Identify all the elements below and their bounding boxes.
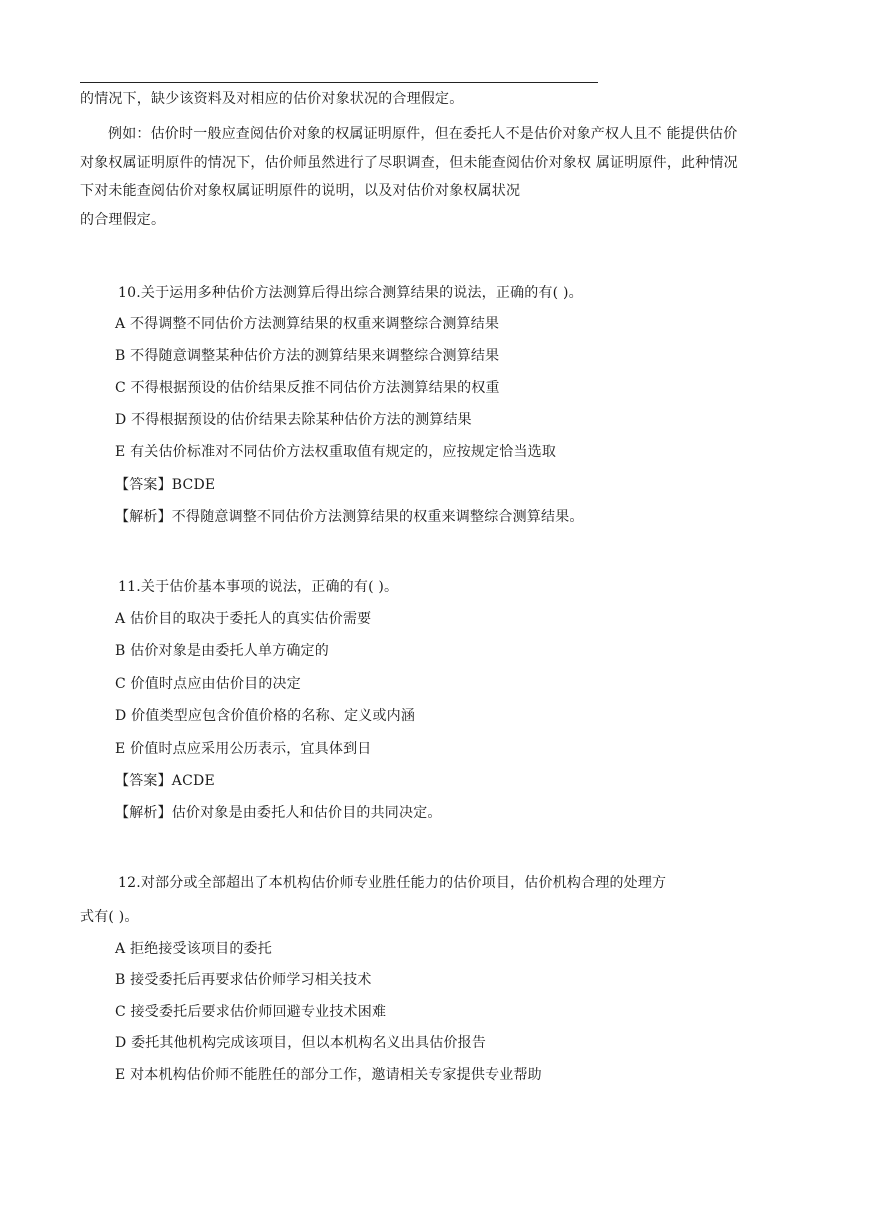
q12-option-d: D 委托其他机构完成该项目，但以本机构名义出具估价报告 (115, 1035, 487, 1051)
q11-answer: 【答案】ACDE (115, 773, 215, 789)
q12-option-e: E 对本机构估价师不能胜任的部分工作，邀请相关专家提供专业帮助 (115, 1067, 542, 1083)
q10-stem: 10.关于运用多种估价方法测算后得出综合测算结果的说法，正确的有( )。 (118, 285, 583, 301)
q12-stem-line-1: 12.对部分或全部超出了本机构估价师专业胜任能力的估价项目，估价机构合理的处理方 (118, 875, 667, 891)
header-rule (80, 82, 598, 83)
q11-option-c: C 价值时点应由估价目的决定 (115, 676, 301, 692)
q10-option-c: C 不得根据预设的估价结果反推不同估价方法测算结果的权重 (115, 380, 500, 396)
intro-line-2: 例如：估价时一般应查阅估价对象的权属证明原件，但在委托人不是估价对象产权人且不 能提供估价 (108, 126, 738, 142)
q11-analysis: 【解析】估价对象是由委托人和估价目的共同决定。 (115, 805, 442, 821)
q11-stem: 11.关于估价基本事项的说法，正确的有( )。 (118, 579, 399, 595)
intro-line-4: 下对未能查阅估价对象权属证明原件的说明，以及对估价对象权属状况 (80, 183, 521, 199)
intro-line-5: 的合理假定。 (80, 212, 166, 228)
q10-analysis: 【解析】不得随意调整不同估价方法测算结果的权重来调整综合测算结果。 (115, 509, 584, 525)
intro-line-3: 对象权属证明原件的情况下，估价师虽然进行了尽职调查，但未能查阅估价对象权 属证明原件，此种情况 (80, 155, 738, 171)
q11-option-a: A 估价目的取决于委托人的真实估价需要 (115, 611, 372, 627)
q11-option-e: E 价值时点应采用公历表示，宜具体到日 (115, 741, 372, 757)
intro-line-1: 的情况下，缺少该资料及对相应的估价对象状况的合理假定。 (80, 91, 464, 107)
q11-option-b: B 估价对象是由委托人单方确定的 (115, 643, 329, 659)
q12-option-c: C 接受委托后要求估价师回避专业技术困难 (115, 1004, 387, 1020)
q12-stem-line-2: 式有( )。 (80, 909, 139, 925)
q10-option-d: D 不得根据预设的估价结果去除某种估价方法的测算结果 (115, 412, 472, 428)
q10-option-b: B 不得随意调整某种估价方法的测算结果来调整综合测算结果 (115, 348, 500, 364)
q12-option-a: A 拒绝接受该项目的委托 (115, 941, 272, 957)
q12-option-b: B 接受委托后再要求估价师学习相关技术 (115, 972, 372, 988)
q10-answer: 【答案】BCDE (115, 477, 216, 493)
q11-option-d: D 价值类型应包含价值价格的名称、定义或内涵 (115, 708, 416, 724)
q10-option-e: E 有关估价标准对不同估价方法权重取值有规定的，应按规定恰当选取 (115, 444, 557, 460)
q10-option-a: A 不得调整不同估价方法测算结果的权重来调整综合测算结果 (115, 316, 500, 332)
